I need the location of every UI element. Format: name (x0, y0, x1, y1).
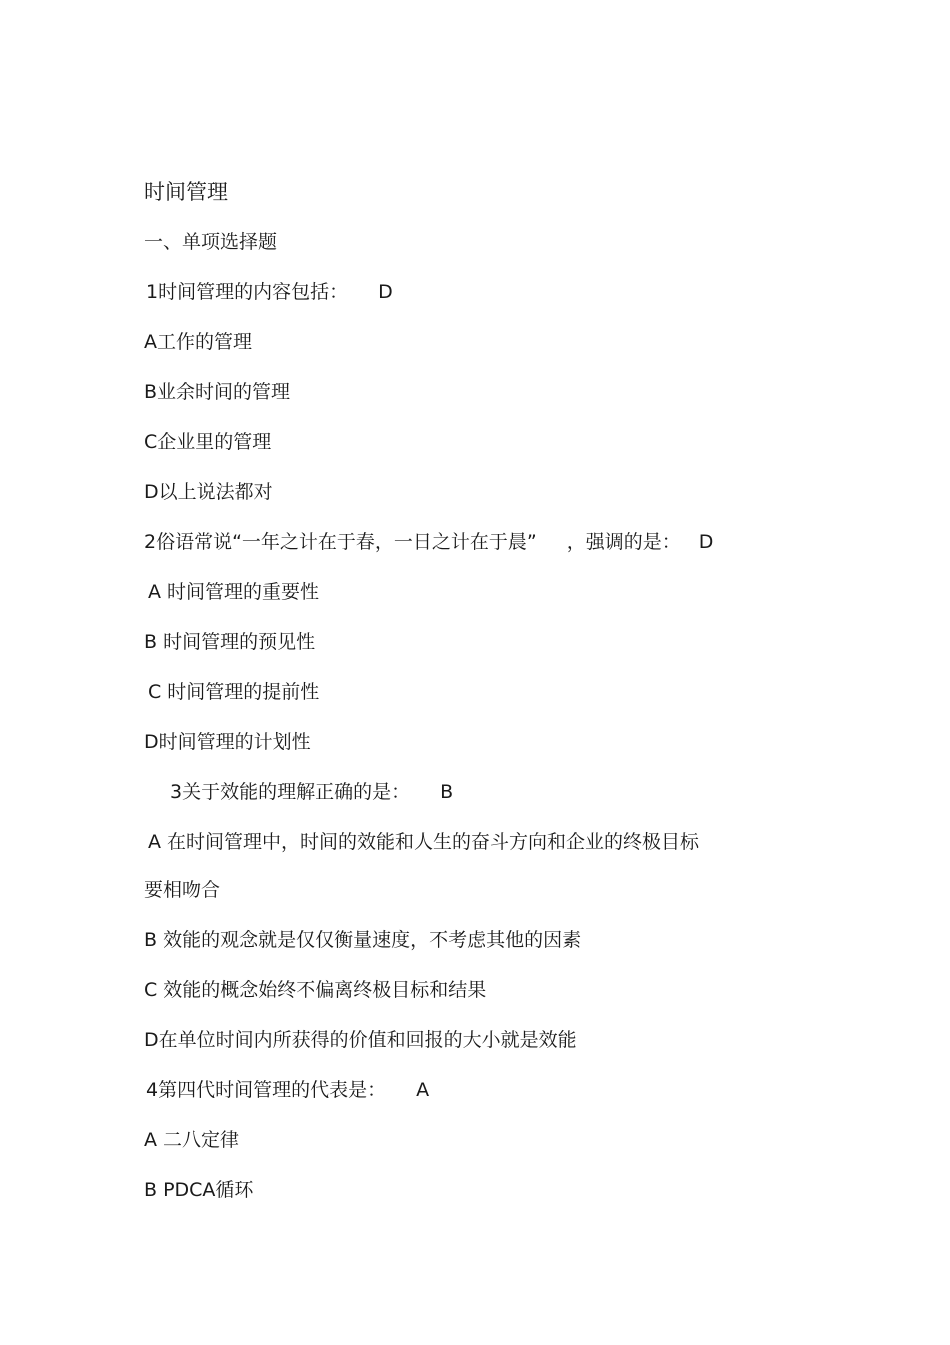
question-stem: 4第四代时间管理的代表是： (146, 1079, 387, 1101)
section-heading: 一、单项选择题 (144, 231, 278, 253)
option: B PDCA循环 (144, 1179, 254, 1201)
option: C 时间管理的提前性 (148, 681, 320, 703)
question-2 (144, 529, 713, 555)
option: B 效能的观念就是仅仅衡量速度，不考虑其他的因素 (144, 929, 582, 951)
question-stem: 1时间管理的内容包括： (146, 281, 349, 303)
option: B业余时间的管理 (144, 381, 291, 403)
option: D时间管理的计划性 (144, 731, 311, 753)
option: C企业里的管理 (144, 431, 272, 453)
option: A 时间管理的重要性 (148, 581, 320, 603)
question-4 (146, 1077, 429, 1103)
question-stem-tail: ，强调的是： (566, 531, 681, 553)
option: D在单位时间内所获得的价值和回报的大小就是效能 (144, 1029, 577, 1051)
question-answer: B (440, 781, 454, 803)
question-answer: A (416, 1079, 430, 1101)
option: A工作的管理 (144, 331, 252, 353)
question-answer: D (698, 531, 714, 553)
question-3 (170, 779, 453, 805)
option: A 在时间管理中，时间的效能和人生的奋斗方向和企业的终极目标 (148, 831, 700, 853)
question-answer: D (378, 281, 393, 303)
question-1 (146, 279, 393, 305)
question-stem: 2俗语常说“一年之计在于春，一日之计在于晨” (144, 531, 537, 553)
doc-title: 时间管理 (144, 180, 228, 204)
question-stem: 3关于效能的理解正确的是： (170, 781, 411, 803)
option: C 效能的概念始终不偏离终极目标和结果 (144, 979, 487, 1001)
option: B 时间管理的预见性 (144, 631, 316, 653)
option: D以上说法都对 (144, 481, 273, 503)
option-continuation: 要相吻合 (144, 879, 221, 901)
option: A 二八定律 (144, 1129, 240, 1151)
